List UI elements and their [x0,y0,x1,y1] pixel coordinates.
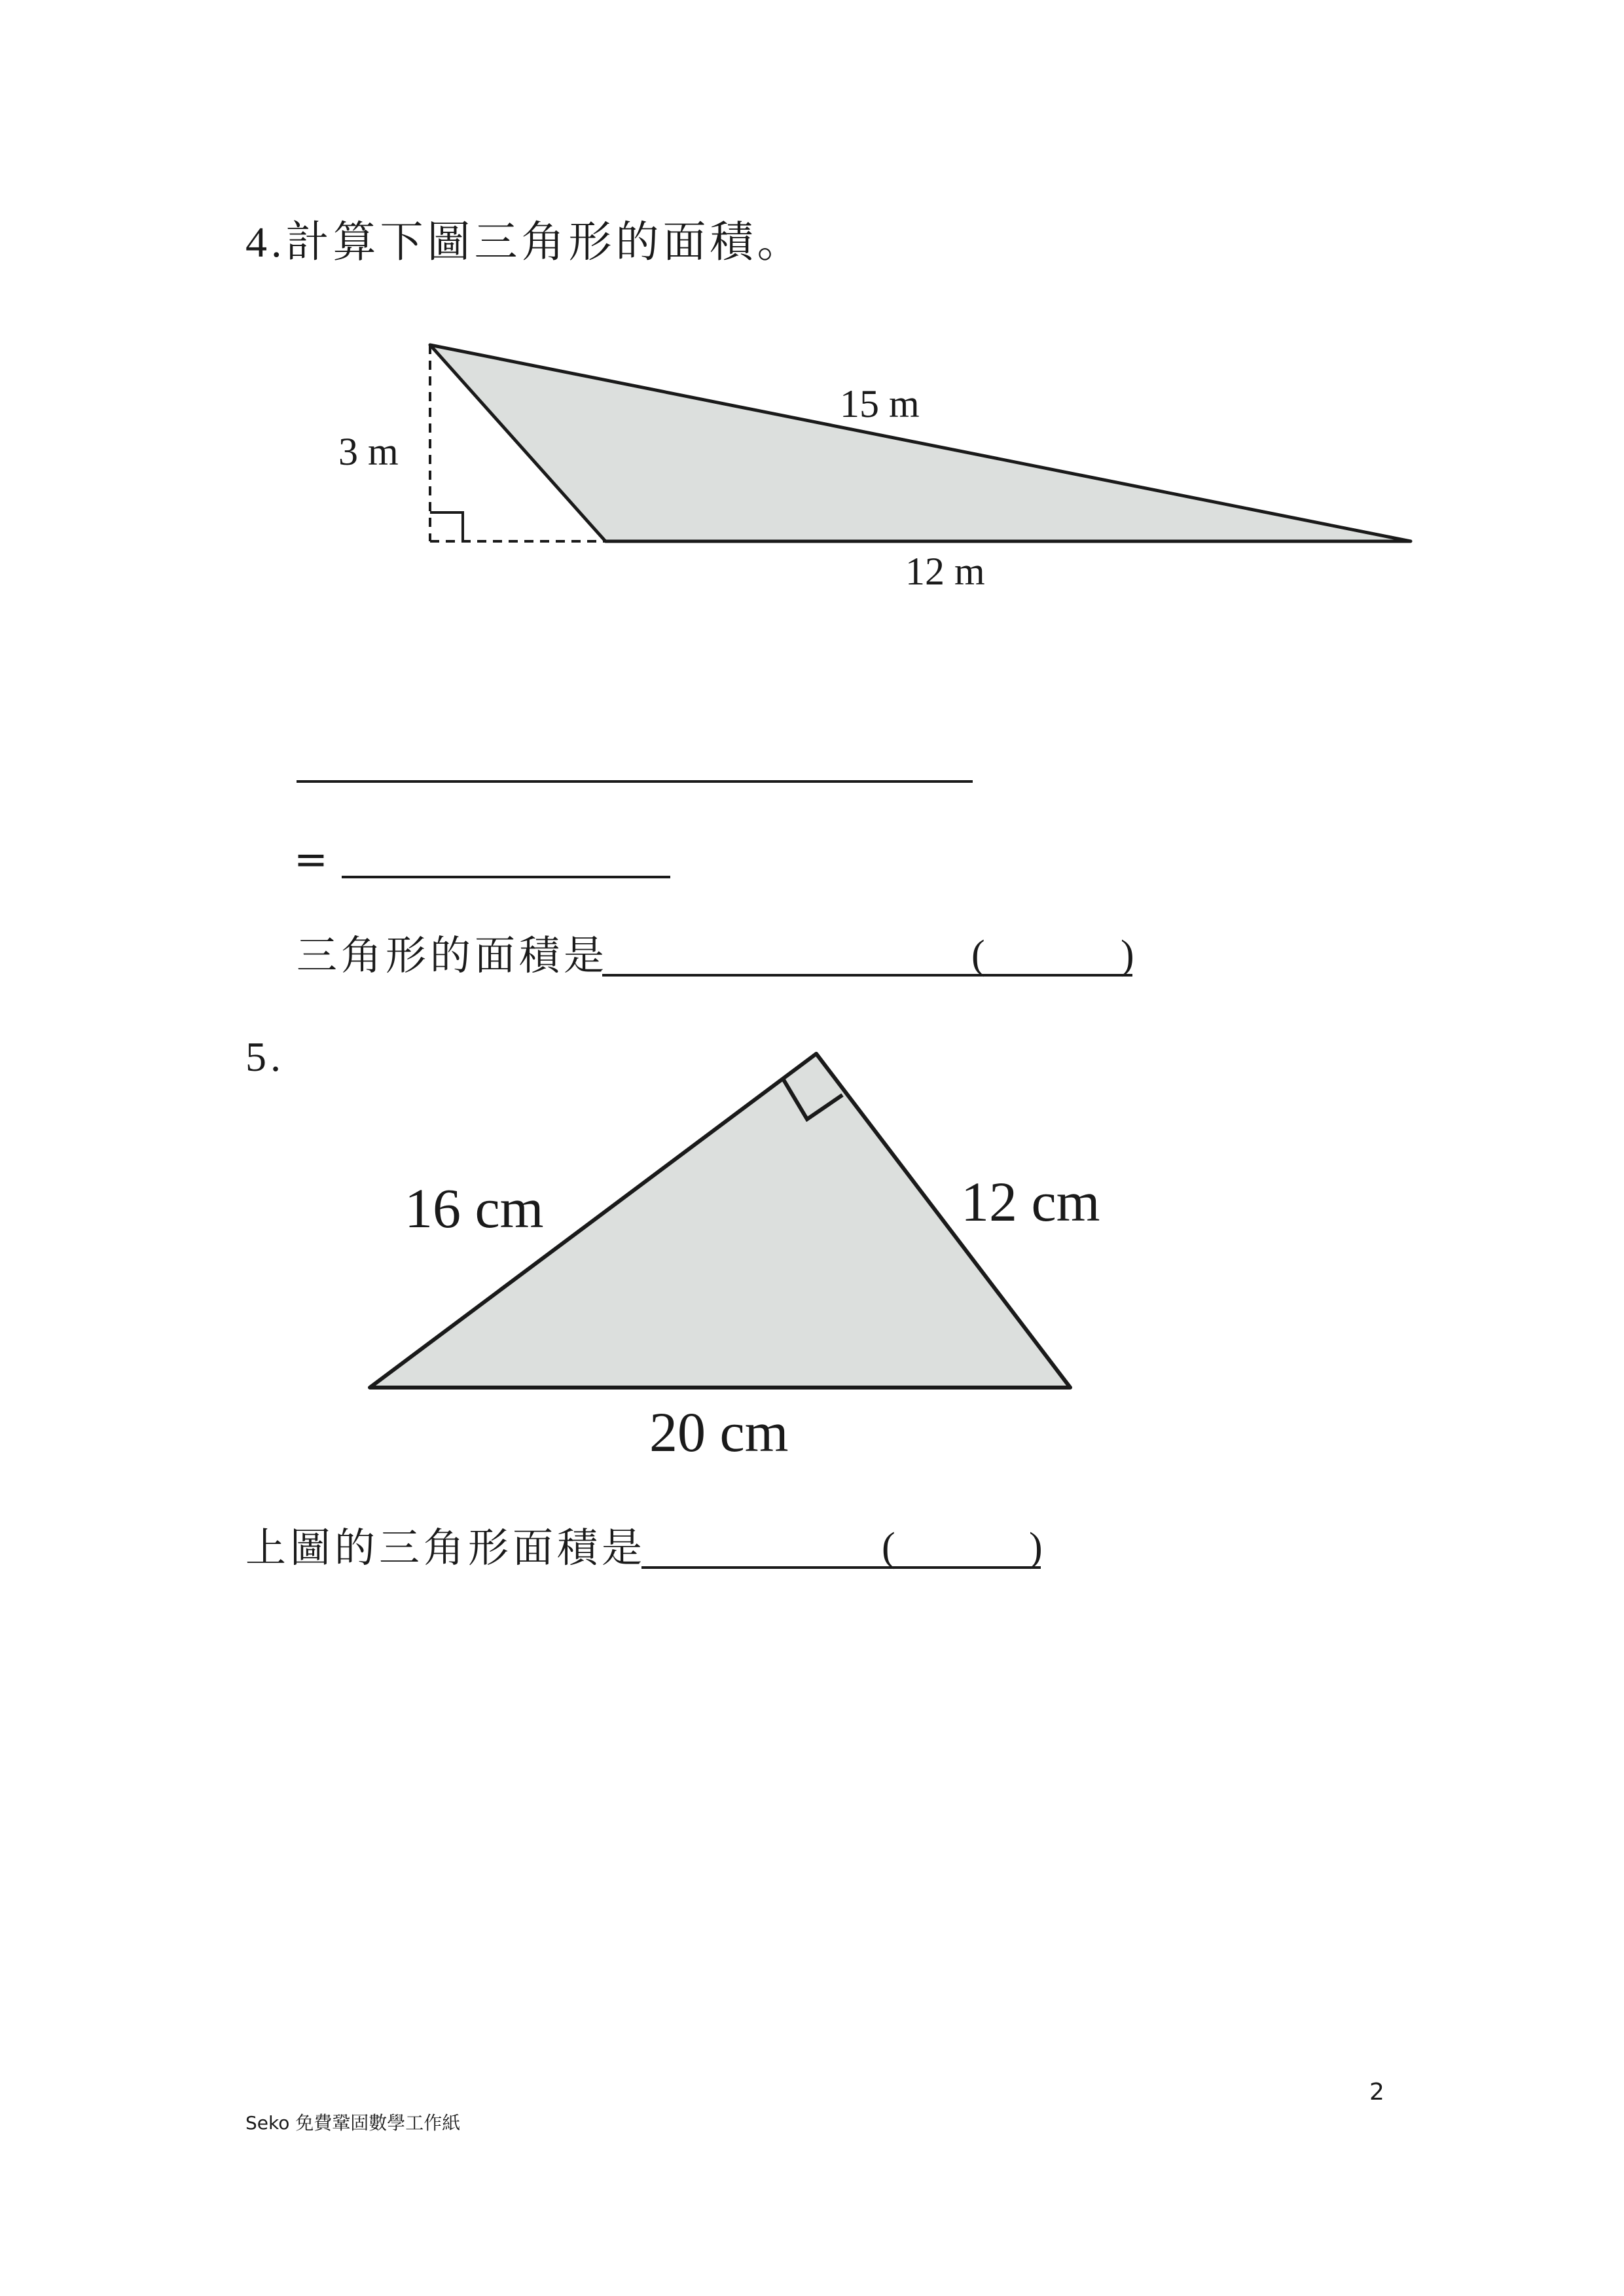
q4-answer-blank[interactable] [602,974,1132,977]
q5-left-side-label: 16 cm [405,1177,544,1240]
q4-height-label: 3 m [338,430,399,473]
q5-answer-prefix: 上圖的三角形面積是 [245,1524,647,1571]
question-4-number: 4. [245,219,286,266]
page-number: 2 [1369,2079,1384,2106]
q4-right-angle-marker [430,512,463,541]
q5-answer-blank[interactable] [641,1566,1041,1569]
q4-triangle [430,345,1411,541]
question-4-prompt: 計算下圖三角形的面積。 [285,217,804,267]
q4-working-line[interactable] [297,780,973,783]
question-5-number: 5. [245,1033,285,1080]
q5-right-side-label: 12 cm [961,1170,1100,1233]
q4-base-label: 12 m [905,550,985,593]
q5-unit-close-paren: ) [1029,1525,1043,1570]
q4-unit-open-paren: ( [971,933,985,977]
q4-answer-prefix: 三角形的面積是 [297,931,609,979]
q4-hypotenuse-label: 15 m [840,382,920,425]
footer-text: Seko 免費鞏固數學工作紙 [245,2112,461,2134]
question-4-figure [0,0,1624,655]
q4-unit-close-paren: ) [1121,933,1134,977]
q5-base-label: 20 cm [649,1401,789,1463]
q5-unit-open-paren: ( [882,1525,895,1570]
q4-result-line[interactable] [342,876,670,878]
q4-equals-sign: = [294,835,332,883]
question-5-figure [0,1014,1624,1473]
